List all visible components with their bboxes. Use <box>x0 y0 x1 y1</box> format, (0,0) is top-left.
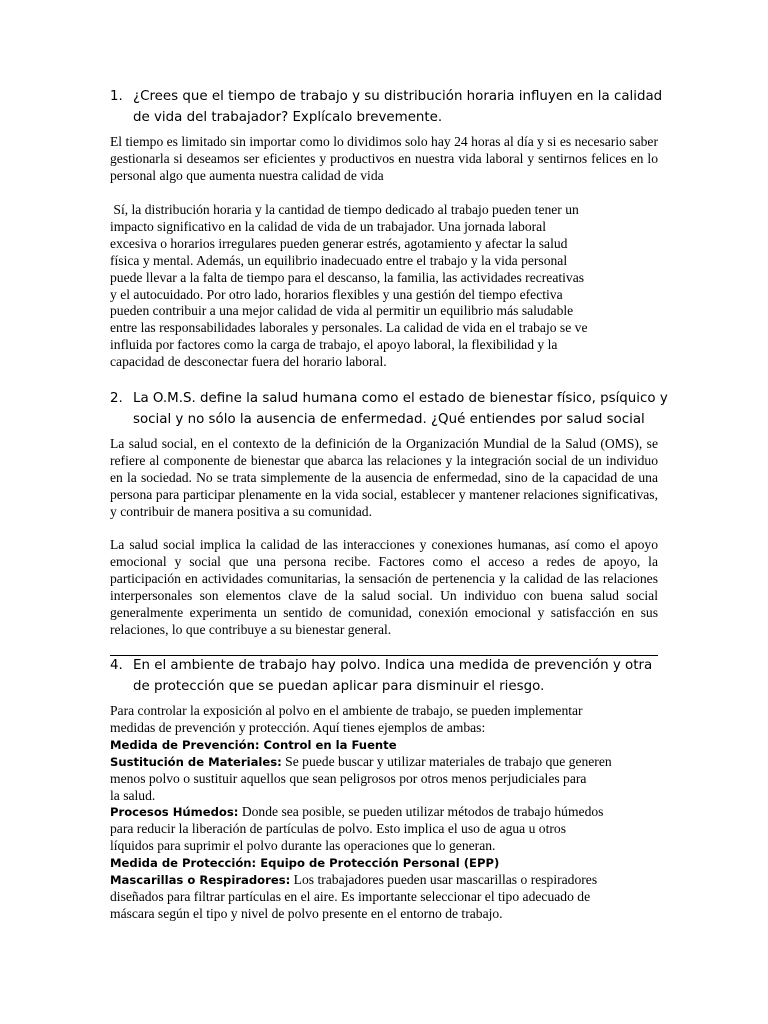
substitution-label: Sustitución de Materiales: <box>110 754 282 769</box>
question-2-text: La O.M.S. define la salud humana como el estado de bienestar físico, psíquico y social y no sólo la ausencia de enfermedad. ¿Qué entiendes por salud social <box>133 391 668 427</box>
question-1 <box>110 86 673 128</box>
answer-1-line: Sí, la distribución horaria y la cantidad de tiempo dedicado al trabajo pueden tener un <box>110 202 579 217</box>
wet-processes-label: Procesos Húmedos: <box>110 805 239 820</box>
substitution-line: menos polvo o sustituir aquellos que sean peligrosos por otros menos perjudiciales para <box>110 770 587 786</box>
question-4 <box>110 655 673 697</box>
answer-2-paragraph-1: La salud social, en el contexto de la definición de la Organización Mundial de la Salud (OMS), se refiere al componente de bienestar que abarca las relaciones y la integración social de un individuo en la sociedad. No se trata simplemente de la ausencia de enfermedad, sino de la capacidad de una persona para participar plenamente en la vida social, establecer y mantener relaciones significativas, y contribuir de manera positiva a su comunidad. <box>110 436 658 519</box>
answer-1-line: excesiva o horarios irregulares pueden generar estrés, agotamiento y afectar la salud <box>110 235 568 251</box>
answer-1-paragraph-1: El tiempo es limitado sin importar como lo dividimos solo hay 24 horas al día y si es necesario saber gestionarla si deseamos ser eficientes y productivos en nuestra vida laboral y sentirnos felices en lo personal algo que aumenta nuestra calidad de vida <box>110 134 658 183</box>
question-4-text: En el ambiente de trabajo hay polvo. Indica una medida de prevención y otra de protección que se puedan aplicar para disminuir el riesgo. <box>133 658 653 694</box>
question-1-text: ¿Crees que el tiempo de trabajo y su distribución horaria influyen en la calidad de vida del trabajador? Explícalo brevemente. <box>133 89 663 125</box>
answer-4 <box>110 703 658 923</box>
substitution-line: la salud. <box>110 787 156 803</box>
answer-1-line: entre las responsabilidades laborales y personales. La calidad de vida en el trabajo se ve <box>110 320 588 336</box>
protection-heading: Medida de Protección: Equipo de Protección Personal (EPP) <box>110 856 500 871</box>
answer-1-line: impacto significativo en la calidad de vida de un trabajador. Una jornada laboral <box>110 218 546 234</box>
masks-line: máscara según el tipo y nivel de polvo presente en el entorno de trabajo. <box>110 905 503 921</box>
answer-1-line: física y mental. Además, un equilibrio inadecuado entre el trabajo y la vida personal <box>110 252 568 268</box>
answer-1-line: y el autocuidado. Por otro lado, horarios flexibles y una gestión del tiempo efectiva <box>110 286 563 302</box>
question-1-number: 1. <box>110 89 123 104</box>
masks-label: Mascarillas o Respiradores: <box>110 873 291 888</box>
prevention-heading: Medida de Prevención: Control en la Fuente <box>110 737 397 752</box>
answer-1-line: influida por factores como la carga de trabajo, el apoyo laboral, la flexibilidad y la <box>110 337 558 353</box>
wet-processes-line: líquidos para suprimir el polvo durante las operaciones que lo generan. <box>110 838 496 854</box>
substitution-text: Se puede buscar y utilizar materiales de trabajo que generen <box>281 753 612 769</box>
answer-4-intro-line: Para controlar la exposición al polvo en el ambiente de trabajo, se pueden implementar <box>110 703 583 718</box>
question-2-number: 2. <box>110 391 123 406</box>
masks-text: Los trabajadores pueden usar mascarillas o respiradores <box>290 872 598 888</box>
answer-4-intro-line: medidas de prevención y protección. Aquí tienes ejemplos de ambas: <box>110 719 486 735</box>
answer-1-line: puede llevar a la falta de tiempo para el descanso, la familia, las actividades recreativas <box>110 269 585 285</box>
answer-2-paragraph-2: La salud social implica la calidad de las interacciones y conexiones humanas, así como el apoyo emocional y social que una persona recibe. Factores como el acceso a redes de apoyo, la participación en actividades comunitarias, la sensación de pertenencia y la calidad de las relaciones interpersonales son elementos clave de la salud social. Un individuo con buena salud social generalmente experimenta un sentido de comunidad, conexión emocional y satisfacción en sus relaciones, lo que contribuye a su bienestar general. <box>110 537 658 637</box>
masks-line: diseñados para filtrar partículas en el aire. Es importante seleccionar el tipo adecuado de <box>110 888 591 904</box>
wet-processes-line: para reducir la liberación de partículas de polvo. Esto implica el uso de agua u otros <box>110 821 566 837</box>
answer-1-line: capacidad de desconectar fuera del horario laboral. <box>110 354 387 370</box>
answer-1-line: pueden contribuir a una mejor calidad de vida al permitir un equilibrio más saludable <box>110 303 574 319</box>
wet-processes-text: Donde sea posible, se pueden utilizar métodos de trabajo húmedos <box>238 804 604 820</box>
answer-1-paragraph-2 <box>110 202 658 371</box>
question-2 <box>110 388 673 430</box>
question-4-number: 4. <box>110 658 123 673</box>
